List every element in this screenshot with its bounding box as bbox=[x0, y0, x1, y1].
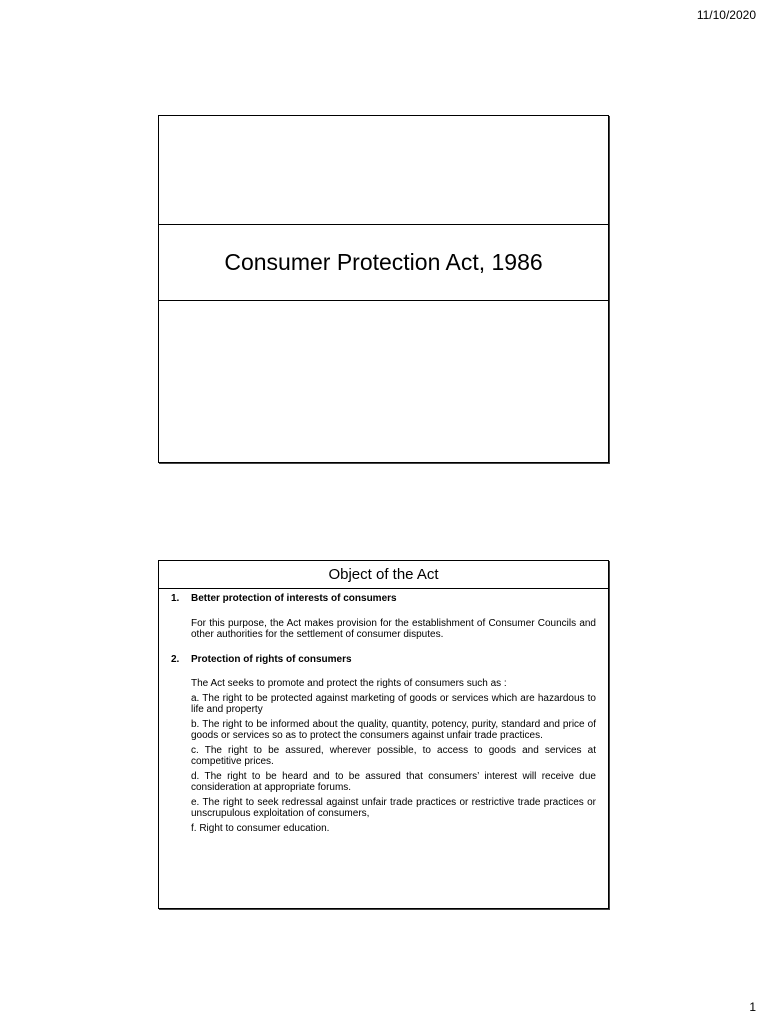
slide-title-card bbox=[158, 115, 609, 463]
right-item: b. The right to be informed about the quality, quantity, potency, purity, standard and price of goods or services so as to protect the consumers against unfair trade practices. bbox=[191, 718, 596, 741]
page-number: 1 bbox=[749, 1000, 756, 1014]
slide-object-of-act bbox=[158, 560, 609, 909]
section-2-heading bbox=[171, 654, 596, 666]
section-1-heading bbox=[171, 593, 596, 605]
print-date: 11/10/2020 bbox=[696, 8, 756, 22]
slide-body bbox=[159, 589, 608, 834]
section-1-paragraph: For this purpose, the Act makes provision for the establishment of Consumer Councils and other authorities for the settlement of consumer disputes. bbox=[191, 617, 596, 640]
slide-title: Consumer Protection Act, 1986 bbox=[158, 224, 609, 301]
section-heading: Better protection of interests of consumers bbox=[191, 593, 397, 604]
section-number: 1. bbox=[171, 593, 180, 604]
right-item: a. The right to be protected against marketing of goods or services which are hazardous to life and property bbox=[191, 692, 596, 715]
section-number: 2. bbox=[171, 653, 180, 665]
right-item: d. The right to be heard and to be assured that consumers’ interest will receive due consideration at appropriate forums. bbox=[191, 770, 596, 793]
slide-heading: Object of the Act bbox=[159, 561, 608, 589]
right-item: e. The right to seek redressal against unfair trade practices or restrictive trade practices or unscrupulous exploitation of consumers, bbox=[191, 796, 596, 819]
right-item: f. Right to consumer education. bbox=[191, 822, 330, 834]
section-2-intro: The Act seeks to promote and protect the rights of consumers such as : bbox=[191, 678, 507, 689]
section-heading: Protection of rights of consumers bbox=[191, 653, 352, 665]
right-item: c. The right to be assured, wherever possible, to access to goods and services at competitive prices. bbox=[191, 744, 596, 767]
